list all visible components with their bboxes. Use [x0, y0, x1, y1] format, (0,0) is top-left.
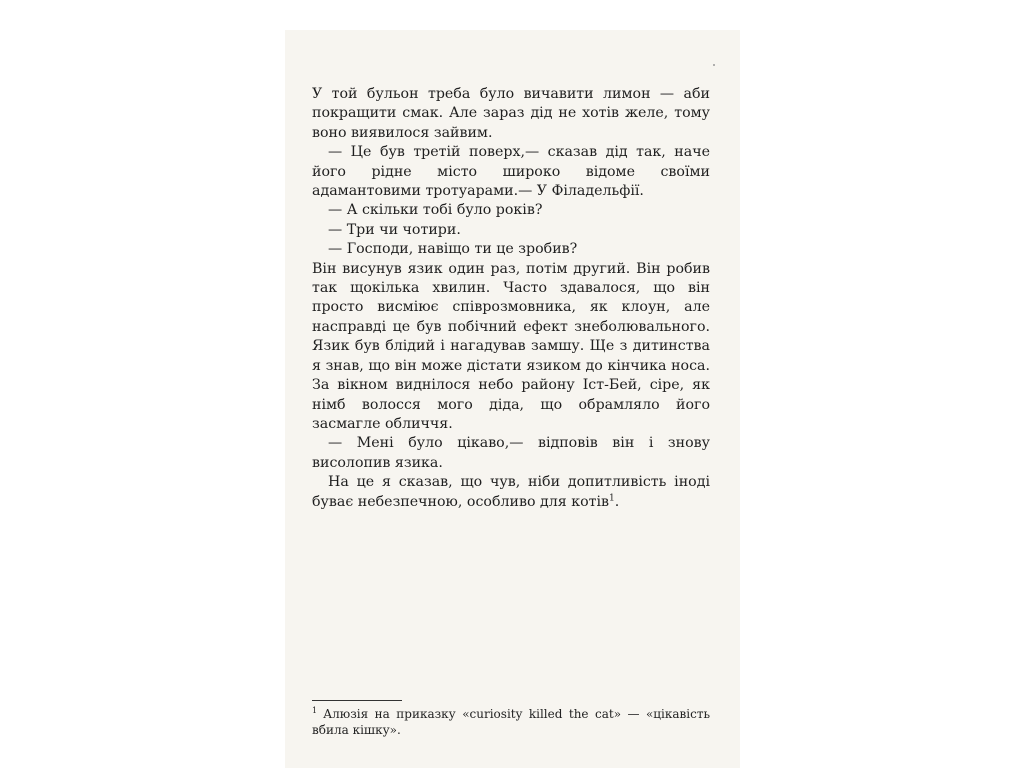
- paragraph-3: — А скільки тобі було років?: [328, 202, 543, 219]
- paragraph-2: — Це був третій поверх,— сказав дід так, наче його рідне місто широко відоме своїми адамантовими тротуарами.— У Філадельфії.: [312, 144, 710, 200]
- footnote-divider: [312, 700, 402, 701]
- paragraph-8-end: .: [614, 493, 620, 510]
- paragraph-8: [312, 473, 710, 512]
- paragraph-5: — Господи, навіщо ти це зробив?: [328, 241, 578, 258]
- paragraph-4: — Три чи чотири.: [328, 221, 461, 238]
- paragraph-6: Він висунув язик один раз, потім другий. Він робив так щокілька хвилин. Часто здавалося, що він просто висміює співрозмовника, як клоун, але насправді це був побічний ефект знеболювального. Язик був блідий і нагадував замшу. Ще з дитинства я знав, що він може дістати язиком до кінчика носа. За вікном виднілося небо району Іст-Бей, сіре, як німб волосся мого діда, що обрамляло його засмагле обличчя.: [312, 260, 710, 432]
- footnote-text: Алюзія на приказку «curiosity killed the cat» — «цікавість вбила кішку».: [312, 707, 710, 737]
- paragraph-7: — Мені було цікаво,— відповів він і знову висолопив язика.: [312, 435, 710, 471]
- page-body: [312, 85, 710, 512]
- footnote-mark: 1: [312, 706, 318, 715]
- footnote: [312, 706, 710, 738]
- paragraph-1: У той бульон треба було вичавити лимон — аби покращити смак. Але зараз дід не хотів желе, тому воно виявилося зайвим.: [312, 86, 710, 141]
- paragraph-8-text: На це я сказав, що чув, ніби допитливість іноді буває небезпечною, особливо для котів: [312, 474, 710, 510]
- footnote-reference[interactable]: 1: [609, 492, 615, 503]
- scan-speck: [713, 64, 715, 66]
